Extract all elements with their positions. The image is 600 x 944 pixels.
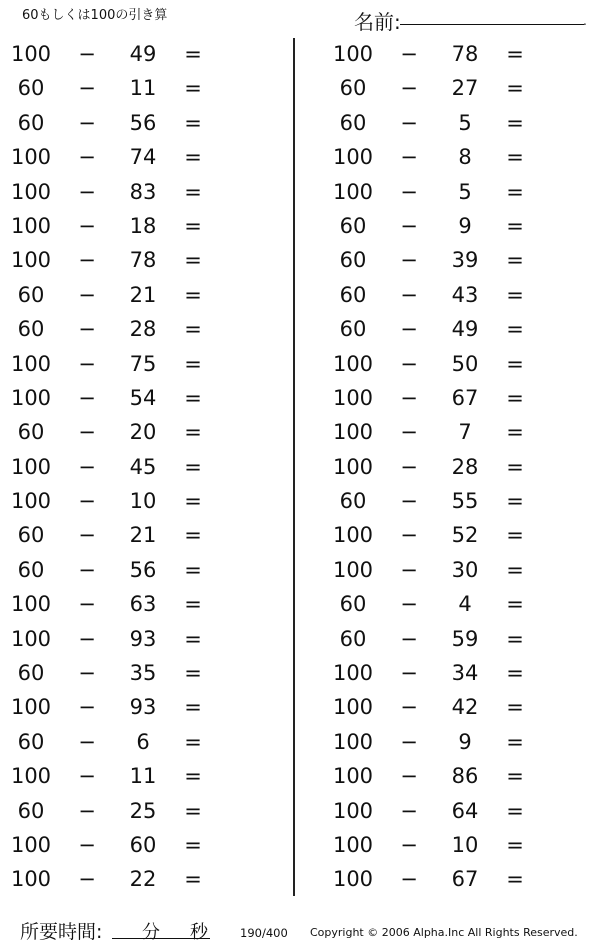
problem-row <box>322 656 592 690</box>
subtrahend: 56 <box>129 557 157 582</box>
subtrahend: 5 <box>458 179 472 204</box>
problem-row <box>322 794 592 828</box>
minuend: 100 <box>10 42 52 66</box>
equals-sign: = <box>506 557 524 582</box>
problem-row <box>0 656 270 690</box>
minutes-unit: 分 <box>142 922 160 943</box>
problem-row <box>322 278 592 312</box>
equals-sign: = <box>184 248 202 273</box>
problem-row <box>0 794 270 828</box>
problem-row <box>322 71 592 105</box>
minus-sign: − <box>78 454 96 479</box>
subtrahend: 52 <box>451 523 479 548</box>
minuend: 100 <box>332 351 374 376</box>
equals-sign: = <box>506 661 524 686</box>
time-taken-label: 所要時間: <box>20 921 103 943</box>
subtrahend: 30 <box>451 557 479 582</box>
minuend: 100 <box>10 385 52 410</box>
minus-sign: − <box>400 764 418 789</box>
problem-row <box>322 106 592 140</box>
subtrahend: 93 <box>129 695 157 720</box>
equals-sign: = <box>184 661 202 686</box>
problem-row <box>322 415 592 449</box>
problem-row <box>0 553 270 587</box>
copyright-notice: Copyright © 2006 Alpha.Inc All Rights Reserved. <box>310 926 578 939</box>
equals-sign: = <box>506 489 524 514</box>
equals-sign: = <box>506 523 524 548</box>
equals-sign: = <box>506 729 524 754</box>
minus-sign: − <box>78 695 96 720</box>
subtrahend: 6 <box>136 729 150 754</box>
equals-sign: = <box>184 729 202 754</box>
minus-sign: − <box>78 351 96 376</box>
minuend: 100 <box>332 145 374 170</box>
minuend: 100 <box>332 454 374 479</box>
subtrahend: 86 <box>451 764 479 789</box>
minus-sign: − <box>400 179 418 204</box>
minuend: 100 <box>332 179 374 204</box>
equals-sign: = <box>184 110 202 135</box>
equals-sign: = <box>184 695 202 720</box>
minuend: 60 <box>17 729 45 754</box>
problem-row <box>322 209 592 243</box>
subtrahend: 5 <box>458 110 472 135</box>
minus-sign: − <box>400 351 418 376</box>
minuend: 60 <box>339 489 367 514</box>
subtrahend: 56 <box>129 110 157 135</box>
equals-sign: = <box>184 557 202 582</box>
minuend: 60 <box>339 282 367 307</box>
subtrahend: 20 <box>129 420 157 445</box>
minus-sign: − <box>78 661 96 686</box>
minuend: 60 <box>17 557 45 582</box>
minuend: 100 <box>332 867 374 892</box>
minus-sign: − <box>400 626 418 651</box>
problem-row <box>322 140 592 174</box>
minus-sign: − <box>78 832 96 857</box>
equals-sign: = <box>184 42 202 66</box>
minus-sign: − <box>400 76 418 101</box>
minus-sign: − <box>78 282 96 307</box>
problem-row <box>0 518 270 552</box>
equals-sign: = <box>184 832 202 857</box>
subtrahend: 59 <box>451 626 479 651</box>
minus-sign: − <box>400 248 418 273</box>
minuend: 100 <box>10 867 52 892</box>
problem-row <box>0 37 270 71</box>
minuend: 100 <box>332 661 374 686</box>
right-problem-column <box>322 37 592 897</box>
minuend: 60 <box>17 76 45 101</box>
minuend: 100 <box>10 764 52 789</box>
minuend: 60 <box>339 317 367 342</box>
minuend: 60 <box>339 110 367 135</box>
minus-sign: − <box>78 626 96 651</box>
minus-sign: − <box>400 867 418 892</box>
equals-sign: = <box>184 145 202 170</box>
name-underline <box>400 24 584 25</box>
minus-sign: − <box>400 592 418 617</box>
subtrahend: 9 <box>458 213 472 238</box>
equals-sign: = <box>184 798 202 823</box>
minuend: 100 <box>10 454 52 479</box>
subtrahend: 42 <box>451 695 479 720</box>
subtrahend: 50 <box>451 351 479 376</box>
subtrahend: 45 <box>129 454 157 479</box>
subtrahend: 7 <box>458 420 472 445</box>
minuend: 100 <box>10 351 52 376</box>
name-label: 名前: <box>354 10 401 34</box>
equals-sign: = <box>184 282 202 307</box>
left-problem-column <box>0 37 270 897</box>
equals-sign: = <box>184 626 202 651</box>
equals-sign: = <box>506 454 524 479</box>
minuend: 100 <box>332 42 374 66</box>
name-trailing-dot: . <box>583 14 587 28</box>
minus-sign: − <box>78 489 96 514</box>
equals-sign: = <box>506 695 524 720</box>
minuend: 100 <box>10 213 52 238</box>
problem-row <box>322 37 592 71</box>
minus-sign: − <box>78 523 96 548</box>
minus-sign: − <box>78 729 96 754</box>
problem-row <box>322 312 592 346</box>
minus-sign: − <box>78 179 96 204</box>
minuend: 60 <box>339 213 367 238</box>
problem-row <box>0 140 270 174</box>
problem-row <box>322 347 592 381</box>
minus-sign: − <box>78 867 96 892</box>
minuend: 60 <box>17 661 45 686</box>
minus-sign: − <box>78 385 96 410</box>
problem-row <box>322 553 592 587</box>
minuend: 100 <box>332 832 374 857</box>
problem-row <box>0 828 270 862</box>
equals-sign: = <box>184 351 202 376</box>
subtrahend: 39 <box>451 248 479 273</box>
problem-row <box>322 381 592 415</box>
subtrahend: 54 <box>129 385 157 410</box>
subtrahend: 60 <box>129 832 157 857</box>
equals-sign: = <box>506 798 524 823</box>
minuend: 100 <box>332 523 374 548</box>
subtrahend: 35 <box>129 661 157 686</box>
minus-sign: − <box>78 42 96 66</box>
minus-sign: − <box>400 213 418 238</box>
equals-sign: = <box>506 76 524 101</box>
problem-row <box>322 243 592 277</box>
equals-sign: = <box>506 145 524 170</box>
minuend: 100 <box>332 695 374 720</box>
minus-sign: − <box>400 110 418 135</box>
subtrahend: 83 <box>129 179 157 204</box>
problem-row <box>0 278 270 312</box>
minuend: 100 <box>332 764 374 789</box>
minus-sign: − <box>400 557 418 582</box>
minus-sign: − <box>400 42 418 66</box>
minus-sign: − <box>400 832 418 857</box>
problem-row <box>0 622 270 656</box>
subtrahend: 21 <box>129 282 157 307</box>
equals-sign: = <box>184 213 202 238</box>
minuend: 100 <box>332 557 374 582</box>
minuend: 100 <box>332 385 374 410</box>
problem-row <box>322 725 592 759</box>
equals-sign: = <box>506 832 524 857</box>
problem-row <box>322 175 592 209</box>
equals-sign: = <box>184 764 202 789</box>
subtrahend: 67 <box>451 385 479 410</box>
minuend: 60 <box>17 110 45 135</box>
problem-row <box>322 450 592 484</box>
subtrahend: 63 <box>129 592 157 617</box>
problem-row <box>0 71 270 105</box>
minus-sign: − <box>78 317 96 342</box>
minuend: 100 <box>10 626 52 651</box>
worksheet-title: 60もしくは100の引き算 <box>22 8 168 23</box>
problem-row <box>0 209 270 243</box>
equals-sign: = <box>184 420 202 445</box>
minus-sign: − <box>400 420 418 445</box>
problem-row <box>0 243 270 277</box>
subtrahend: 18 <box>129 213 157 238</box>
minuend: 60 <box>339 248 367 273</box>
minus-sign: − <box>400 145 418 170</box>
problem-row <box>0 759 270 793</box>
equals-sign: = <box>506 764 524 789</box>
problem-row <box>0 450 270 484</box>
problem-row <box>0 587 270 621</box>
minuend: 60 <box>339 626 367 651</box>
minuend: 60 <box>339 592 367 617</box>
problem-row <box>0 725 270 759</box>
minus-sign: − <box>400 282 418 307</box>
subtrahend: 78 <box>451 42 479 66</box>
minuend: 100 <box>10 179 52 204</box>
minus-sign: − <box>78 557 96 582</box>
subtrahend: 55 <box>451 489 479 514</box>
minuend: 60 <box>17 282 45 307</box>
minus-sign: − <box>78 213 96 238</box>
problem-row <box>0 415 270 449</box>
subtrahend: 28 <box>451 454 479 479</box>
problem-row <box>322 828 592 862</box>
equals-sign: = <box>184 489 202 514</box>
minuend: 60 <box>17 523 45 548</box>
subtrahend: 21 <box>129 523 157 548</box>
equals-sign: = <box>506 592 524 617</box>
minus-sign: − <box>78 248 96 273</box>
subtrahend: 11 <box>129 764 157 789</box>
minuend: 60 <box>17 420 45 445</box>
problem-row <box>0 862 270 896</box>
subtrahend: 74 <box>129 145 157 170</box>
minus-sign: − <box>400 695 418 720</box>
minuend: 60 <box>17 317 45 342</box>
seconds-unit: 秒 <box>190 922 208 943</box>
problem-row <box>0 175 270 209</box>
minus-sign: − <box>78 764 96 789</box>
subtrahend: 27 <box>451 76 479 101</box>
equals-sign: = <box>184 867 202 892</box>
problem-row <box>0 106 270 140</box>
minus-sign: − <box>400 661 418 686</box>
problem-row <box>0 312 270 346</box>
minus-sign: − <box>78 592 96 617</box>
subtrahend: 75 <box>129 351 157 376</box>
problem-row <box>0 690 270 724</box>
equals-sign: = <box>184 523 202 548</box>
subtrahend: 8 <box>458 145 472 170</box>
problem-row <box>322 484 592 518</box>
minus-sign: − <box>400 317 418 342</box>
minus-sign: − <box>78 798 96 823</box>
minuend: 100 <box>10 489 52 514</box>
subtrahend: 11 <box>129 76 157 101</box>
minuend: 100 <box>10 592 52 617</box>
problem-row <box>322 759 592 793</box>
equals-sign: = <box>506 351 524 376</box>
equals-sign: = <box>184 179 202 204</box>
equals-sign: = <box>506 110 524 135</box>
minuend: 60 <box>17 798 45 823</box>
problem-row <box>0 347 270 381</box>
subtrahend: 9 <box>458 729 472 754</box>
subtrahend: 64 <box>451 798 479 823</box>
minuend: 100 <box>10 832 52 857</box>
minuend: 100 <box>332 729 374 754</box>
subtrahend: 4 <box>458 592 472 617</box>
minuend: 100 <box>10 248 52 273</box>
minuend: 100 <box>10 695 52 720</box>
minus-sign: − <box>78 420 96 445</box>
page-count: 190/400 <box>240 926 288 940</box>
minuend: 100 <box>332 420 374 445</box>
minus-sign: − <box>400 489 418 514</box>
minus-sign: − <box>78 145 96 170</box>
problem-row <box>322 587 592 621</box>
minus-sign: − <box>78 110 96 135</box>
equals-sign: = <box>506 282 524 307</box>
equals-sign: = <box>184 592 202 617</box>
minus-sign: − <box>400 798 418 823</box>
problem-row <box>0 484 270 518</box>
column-divider <box>293 38 295 896</box>
subtrahend: 93 <box>129 626 157 651</box>
subtrahend: 43 <box>451 282 479 307</box>
problem-row <box>322 518 592 552</box>
equals-sign: = <box>184 317 202 342</box>
equals-sign: = <box>506 42 524 66</box>
subtrahend: 67 <box>451 867 479 892</box>
problem-row <box>0 381 270 415</box>
minuend: 60 <box>339 76 367 101</box>
equals-sign: = <box>184 76 202 101</box>
subtrahend: 10 <box>451 832 479 857</box>
minuend: 100 <box>10 145 52 170</box>
problem-row <box>322 622 592 656</box>
minus-sign: − <box>400 729 418 754</box>
subtrahend: 10 <box>129 489 157 514</box>
subtrahend: 49 <box>451 317 479 342</box>
equals-sign: = <box>506 420 524 445</box>
equals-sign: = <box>506 179 524 204</box>
equals-sign: = <box>506 867 524 892</box>
minus-sign: − <box>400 454 418 479</box>
subtrahend: 25 <box>129 798 157 823</box>
equals-sign: = <box>506 626 524 651</box>
subtrahend: 28 <box>129 317 157 342</box>
equals-sign: = <box>184 385 202 410</box>
subtrahend: 22 <box>129 867 157 892</box>
minuend: 100 <box>332 798 374 823</box>
problem-row <box>322 690 592 724</box>
minus-sign: − <box>400 523 418 548</box>
minus-sign: − <box>78 76 96 101</box>
equals-sign: = <box>184 454 202 479</box>
equals-sign: = <box>506 385 524 410</box>
equals-sign: = <box>506 213 524 238</box>
equals-sign: = <box>506 248 524 273</box>
subtrahend: 49 <box>129 42 157 66</box>
subtrahend: 34 <box>451 661 479 686</box>
problem-row <box>322 862 592 896</box>
subtrahend: 78 <box>129 248 157 273</box>
minus-sign: − <box>400 385 418 410</box>
equals-sign: = <box>506 317 524 342</box>
